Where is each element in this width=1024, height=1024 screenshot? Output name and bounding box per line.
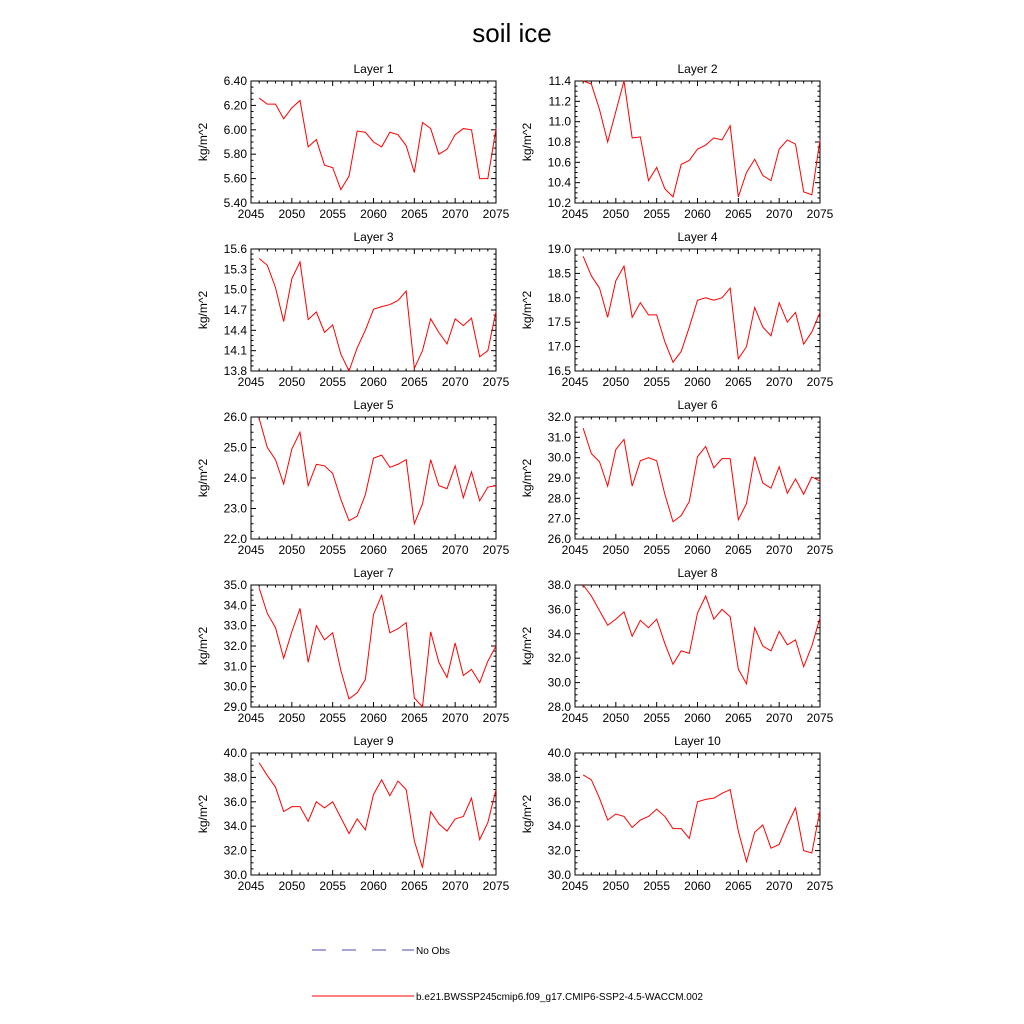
y-axis-label: kg/m^2 [196,458,210,498]
x-tick-label: 2050 [278,207,306,221]
y-axis-label: kg/m^2 [196,626,210,666]
x-tick-label: 2055 [643,879,671,893]
x-tick-label: 2055 [643,207,671,221]
x-tick-label: 2070 [765,375,793,389]
series-line [583,428,820,522]
y-tick-label: 10.4 [547,175,571,190]
x-tick-label: 2075 [482,711,510,725]
y-tick-label: 10.2 [547,196,571,210]
x-tick-label: 2055 [319,543,347,557]
y-tick-label: 11.2 [548,94,571,109]
x-tick-label: 2045 [237,375,265,389]
legend [312,946,703,1003]
y-tick-label: 34.0 [547,626,571,641]
x-tick-label: 2075 [482,207,510,221]
x-tick-label: 2045 [237,207,265,221]
x-tick-label: 2050 [278,879,306,893]
x-tick-label: 2045 [561,543,589,557]
x-tick-label: 2065 [400,207,428,221]
x-tick-label: 2060 [684,543,711,557]
x-tick-label: 2075 [482,543,510,557]
x-tick-label: 2050 [602,711,630,725]
x-tick-label: 2055 [319,711,347,725]
x-tick-label: 2070 [765,879,793,893]
panel-layer-10 [520,734,834,893]
x-tick-label: 2065 [724,879,752,893]
y-tick-label: 31.0 [223,659,247,674]
y-tick-label: 32.0 [547,651,571,666]
y-tick-label: 27.0 [547,511,571,526]
panel-layer-8 [520,566,834,725]
x-tick-label: 2065 [724,711,752,725]
x-tick-label: 2050 [278,375,306,389]
y-tick-label: 30.0 [547,450,571,465]
y-tick-label: 29.0 [547,471,571,485]
x-tick-label: 2070 [765,207,793,221]
x-tick-label: 2055 [319,207,347,221]
x-tick-label: 2075 [482,375,510,389]
plot-frame [251,417,496,539]
x-tick-label: 2045 [561,711,589,725]
x-tick-label: 2055 [319,879,347,893]
y-tick-label: 17.5 [547,315,571,330]
panel-title: Layer 1 [353,62,394,76]
y-tick-label: 30.0 [223,679,247,694]
y-tick-label: 30.0 [547,675,571,690]
panel-title: Layer 4 [677,230,718,244]
series-line [583,256,820,362]
y-tick-label: 6.00 [223,122,247,137]
y-tick-label: 30.0 [547,868,571,882]
y-tick-label: 38.0 [223,770,247,785]
y-tick-label: 5.60 [223,171,247,186]
y-tick-label: 10.8 [547,135,571,149]
y-tick-label: 40.0 [547,746,571,760]
y-tick-label: 16.5 [547,364,571,378]
y-tick-label: 11.0 [548,114,571,129]
y-tick-label: 33.0 [223,618,247,633]
y-tick-label: 36.0 [547,602,571,617]
x-tick-label: 2065 [400,711,428,725]
panel-title: Layer 3 [353,230,394,244]
panels-container [196,62,834,893]
x-tick-label: 2045 [237,711,265,725]
x-tick-label: 2055 [643,711,671,725]
panel-layer-4 [520,230,834,389]
x-tick-label: 2060 [684,207,711,221]
y-tick-label: 25.0 [223,440,247,455]
y-tick-label: 19.0 [547,242,571,256]
y-axis-label: kg/m^2 [520,626,534,666]
y-axis-label: kg/m^2 [196,290,210,330]
series-line [259,258,496,371]
y-tick-label: 36.0 [547,794,571,809]
y-tick-label: 26.0 [547,532,571,546]
x-tick-label: 2050 [602,543,630,557]
x-tick-label: 2065 [400,543,428,557]
x-tick-label: 2070 [441,879,469,893]
y-tick-label: 15.6 [223,242,247,256]
y-tick-label: 14.4 [223,323,247,338]
x-tick-label: 2070 [441,207,469,221]
panel-layer-5 [196,398,510,557]
x-tick-label: 2050 [602,375,630,389]
y-tick-label: 6.40 [223,74,247,88]
x-tick-label: 2060 [360,711,387,725]
x-tick-label: 2065 [400,879,428,893]
y-tick-label: 38.0 [547,578,571,592]
y-tick-label: 28.0 [547,700,571,714]
panel-layer-6 [520,398,834,557]
y-axis-label: kg/m^2 [196,122,210,162]
x-tick-label: 2075 [806,879,834,893]
panel-layer-7 [196,566,510,725]
panel-title: Layer 5 [353,398,394,412]
x-tick-label: 2045 [561,207,589,221]
plot-frame [251,753,496,875]
series-line [259,419,496,524]
y-tick-label: 15.3 [223,262,247,277]
y-tick-label: 38.0 [547,770,571,785]
series-line [583,775,820,862]
y-tick-label: 5.40 [223,196,247,210]
y-tick-label: 36.0 [223,794,247,809]
x-tick-label: 2065 [724,543,752,557]
y-tick-label: 11.4 [548,74,571,88]
x-tick-label: 2060 [684,879,711,893]
x-tick-label: 2045 [237,879,265,893]
panel-title: Layer 2 [677,62,718,76]
series-line [259,98,496,190]
panel-title: Layer 7 [353,566,394,580]
x-tick-label: 2050 [602,879,630,893]
y-tick-label: 31.0 [547,430,571,445]
y-tick-label: 17.0 [547,339,571,354]
x-tick-label: 2060 [360,543,387,557]
figure-title: soil ice [472,18,552,48]
y-tick-label: 26.0 [223,410,247,424]
y-tick-label: 32.0 [547,843,571,858]
y-tick-label: 40.0 [223,746,247,760]
y-tick-label: 32.0 [223,639,247,653]
legend-obs-label: No Obs [416,946,450,957]
y-tick-label: 18.5 [547,266,571,281]
x-tick-label: 2065 [724,207,752,221]
x-tick-label: 2070 [441,543,469,557]
y-tick-label: 18.0 [547,290,571,305]
x-tick-label: 2060 [684,375,711,389]
x-tick-label: 2075 [482,879,510,893]
panel-title: Layer 6 [677,398,718,412]
series-line [583,81,820,197]
x-tick-label: 2060 [360,375,387,389]
x-tick-label: 2075 [806,543,834,557]
panel-layer-1 [196,62,510,221]
y-axis-label: kg/m^2 [520,458,534,498]
y-tick-label: 10.6 [547,155,571,170]
x-tick-label: 2065 [724,375,752,389]
x-tick-label: 2065 [400,375,428,389]
x-tick-label: 2070 [441,711,469,725]
y-tick-label: 32.0 [223,843,247,858]
y-tick-label: 22.0 [223,532,247,546]
panel-title: Layer 8 [677,566,718,580]
panel-layer-3 [196,230,510,389]
x-tick-label: 2055 [319,375,347,389]
plot-frame [575,417,820,539]
y-axis-label: kg/m^2 [196,794,210,834]
y-tick-label: 14.7 [223,303,247,317]
legend-model-label: b.e21.BWSSP245cmip6.f09_g17.CMIP6-SSP2-4.5-WACCM.002 [416,992,703,1003]
x-tick-label: 2070 [765,543,793,557]
y-tick-label: 30.0 [223,868,247,882]
x-tick-label: 2045 [561,879,589,893]
y-axis-label: kg/m^2 [520,122,534,162]
x-tick-label: 2045 [237,543,265,557]
y-tick-label: 28.0 [547,491,571,506]
plot-frame [575,81,820,203]
x-tick-label: 2060 [360,879,387,893]
x-tick-label: 2045 [561,375,589,389]
series-line [259,763,496,868]
y-axis-label: kg/m^2 [520,290,534,330]
panel-title: Layer 9 [353,734,394,748]
series-line [259,588,496,707]
y-tick-label: 35.0 [223,578,247,592]
y-tick-label: 6.20 [223,98,247,113]
x-tick-label: 2060 [360,207,387,221]
x-tick-label: 2070 [441,375,469,389]
y-tick-label: 14.1 [223,343,247,358]
y-tick-label: 15.0 [223,282,247,297]
series-line [583,585,820,684]
plot-frame [575,249,820,371]
x-tick-label: 2050 [278,711,306,725]
x-tick-label: 2075 [806,375,834,389]
plot-frame [575,753,820,875]
y-tick-label: 23.0 [223,501,247,516]
panel-layer-2 [520,62,834,221]
panel-title: Layer 10 [674,734,721,748]
x-tick-label: 2050 [602,207,630,221]
y-tick-label: 34.0 [223,598,247,613]
x-tick-label: 2050 [278,543,306,557]
y-tick-label: 29.0 [223,700,247,714]
y-axis-label: kg/m^2 [520,794,534,834]
x-tick-label: 2055 [643,543,671,557]
y-tick-label: 34.0 [223,819,247,834]
panel-layer-9 [196,734,510,893]
y-tick-label: 34.0 [547,819,571,834]
plot-frame [575,585,820,707]
x-tick-label: 2070 [765,711,793,725]
y-tick-label: 5.80 [223,147,247,162]
y-tick-label: 13.8 [223,364,247,378]
y-tick-label: 24.0 [223,471,247,485]
x-tick-label: 2075 [806,207,834,221]
y-tick-label: 32.0 [547,410,571,424]
x-tick-label: 2060 [684,711,711,725]
x-tick-label: 2055 [643,375,671,389]
x-tick-label: 2075 [806,711,834,725]
